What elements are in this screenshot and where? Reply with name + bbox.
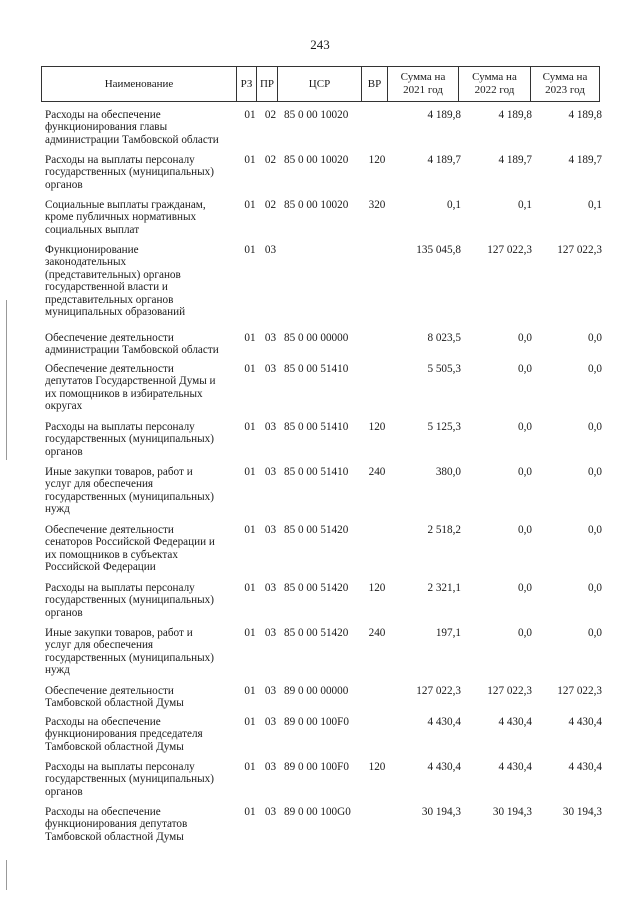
row-sum-2021: 4 430,4 [427, 761, 461, 773]
row-pr: 03 [264, 421, 277, 433]
row-csr: 85 0 00 00000 [284, 332, 349, 344]
row-sum-2022: 127 022,3 [487, 244, 532, 256]
margin-mark [6, 300, 7, 460]
row-name-line: Расходы на обеспечение [45, 716, 161, 728]
row-name-line: их помощников в избирательных [45, 387, 203, 400]
row-sum-2023: 4 430,4 [568, 716, 602, 728]
row-name-line: государственных (муниципальных) [45, 773, 214, 786]
row-name-line: кроме публичных нормативных [45, 211, 197, 224]
header-pr: ПР [257, 67, 278, 102]
row-name [45, 466, 241, 516]
row-sum-2023: 4 189,8 [568, 109, 602, 121]
row-name-line: Российской Федерации [45, 561, 156, 574]
row-name-line: администрации Тамбовской области [45, 344, 219, 357]
row-sum-2021: 8 023,5 [427, 332, 461, 344]
row-vr: 240 [368, 466, 386, 478]
row-rz: 01 [244, 466, 256, 478]
row-pr: 03 [264, 332, 277, 344]
row-name-line: государственной власти и [45, 281, 168, 294]
row-name-line: представительных органов [45, 293, 174, 306]
row-name-line: Обеспечение деятельности [45, 332, 174, 344]
row-sum-2021: 0,1 [447, 199, 461, 211]
row-name-line: их помощников в субъектах [45, 548, 178, 561]
row-name [45, 627, 241, 677]
row-rz: 01 [244, 109, 256, 121]
row-name [45, 244, 241, 318]
row-pr: 02 [264, 199, 277, 211]
row-name-line: функционирования депутатов [45, 818, 188, 831]
row-csr: 85 0 00 10020 [284, 199, 349, 211]
header-sum-2023-line: 2023 год [545, 84, 585, 96]
row-rz: 01 [244, 332, 256, 344]
row-name-line: Расходы на выплаты персоналу [45, 761, 195, 773]
row-name-line: законодательных [45, 256, 127, 269]
row-name-line: социальных выплат [45, 223, 140, 236]
row-name-line: Расходы на обеспечение [45, 109, 161, 121]
row-sum-2022: 4 189,8 [498, 109, 532, 121]
row-name-line: нужд [45, 664, 70, 677]
row-name [45, 154, 241, 191]
row-csr: 85 0 00 51410 [284, 466, 349, 478]
header-sum-2022-line: 2022 год [474, 84, 515, 96]
row-name [45, 332, 241, 357]
header-name: Наименование [42, 67, 237, 102]
row-name-line: органов [45, 445, 83, 458]
row-sum-2023: 127 022,3 [557, 244, 602, 256]
row-pr: 03 [264, 627, 277, 639]
margin-mark [6, 860, 7, 890]
row-sum-2021: 197,1 [435, 627, 461, 639]
row-pr: 03 [264, 466, 277, 478]
row-rz: 01 [244, 806, 256, 818]
row-name-line: Обеспечение деятельности [45, 524, 174, 536]
row-pr: 03 [264, 582, 277, 594]
row-name [45, 421, 241, 458]
row-csr: 85 0 00 51420 [284, 627, 349, 639]
row-sum-2021: 2 321,1 [427, 582, 461, 594]
row-name-line: администрации Тамбовской области [45, 133, 219, 146]
page-number: 243 [310, 37, 330, 52]
row-sum-2022: 4 189,7 [498, 154, 532, 166]
row-rz: 01 [244, 685, 256, 697]
row-sum-2023: 0,0 [588, 627, 602, 639]
row-sum-2023: 0,0 [588, 332, 602, 344]
row-sum-2023: 30 194,3 [562, 806, 602, 818]
row-sum-2022: 0,0 [518, 582, 532, 594]
row-sum-2022: 0,0 [518, 524, 532, 536]
row-csr: 85 0 00 51420 [284, 582, 349, 594]
row-name-line: Тамбовской областной Думы [45, 697, 184, 710]
row-csr: 89 0 00 100F0 [284, 761, 349, 773]
row-sum-2021: 2 518,2 [427, 524, 461, 536]
header-vr: ВР [362, 67, 388, 102]
row-sum-2021: 5 505,3 [427, 363, 461, 375]
row-name-line: Тамбовской областной Думы [45, 830, 184, 843]
row-name-line: услуг для обеспечения [45, 478, 154, 491]
row-vr: 120 [368, 582, 386, 594]
row-sum-2023: 4 189,7 [568, 154, 602, 166]
row-csr: 85 0 00 51420 [284, 524, 349, 536]
row-sum-2023: 4 430,4 [568, 761, 602, 773]
row-pr: 03 [264, 716, 277, 728]
row-name-line: услуг для обеспечения [45, 639, 154, 652]
row-sum-2021: 30 194,3 [421, 806, 461, 818]
row-sum-2023: 127 022,3 [557, 685, 602, 697]
row-name-line: Иные закупки товаров, работ и [45, 466, 193, 478]
row-name [45, 109, 241, 146]
row-vr: 120 [368, 154, 386, 166]
row-sum-2023: 0,1 [588, 199, 602, 211]
row-pr: 03 [264, 685, 277, 697]
row-vr: 240 [368, 627, 386, 639]
row-name [45, 716, 241, 753]
row-sum-2022: 30 194,3 [492, 806, 532, 818]
row-rz: 01 [244, 363, 256, 375]
row-name [45, 363, 241, 413]
row-name [45, 761, 241, 798]
row-rz: 01 [244, 421, 256, 433]
row-sum-2022: 4 430,4 [498, 716, 532, 728]
row-name-line: Функционирование [45, 244, 139, 256]
row-name-line: (представительных) органов [45, 268, 181, 281]
row-vr: 320 [368, 199, 386, 211]
row-name-line: Обеспечение деятельности [45, 363, 174, 375]
row-pr: 03 [264, 244, 277, 256]
row-sum-2023: 0,0 [588, 466, 602, 478]
row-csr: 89 0 00 100F0 [284, 716, 349, 728]
row-name-line: государственных (муниципальных) [45, 166, 214, 179]
row-csr: 85 0 00 10020 [284, 154, 349, 166]
row-name-line: сенаторов Российской Федерации и [45, 536, 215, 549]
row-pr: 03 [264, 761, 277, 773]
row-sum-2021: 4 430,4 [427, 716, 461, 728]
row-rz: 01 [244, 716, 256, 728]
row-sum-2022: 4 430,4 [498, 761, 532, 773]
row-sum-2022: 0,0 [518, 421, 532, 433]
row-name-line: Расходы на выплаты персоналу [45, 582, 195, 594]
row-name [45, 806, 241, 843]
header-sum-2021-line: 2021 год [403, 84, 443, 96]
row-csr: 85 0 00 51410 [284, 421, 349, 433]
row-name-line: Расходы на выплаты персоналу [45, 154, 195, 166]
table-header [41, 66, 600, 102]
row-name [45, 199, 241, 236]
row-name-line: Тамбовской областной Думы [45, 740, 184, 753]
row-sum-2022: 0,0 [518, 332, 532, 344]
row-name-line: округах [45, 400, 83, 413]
row-name-line: органов [45, 606, 83, 619]
row-sum-2023: 0,0 [588, 421, 602, 433]
row-name [45, 524, 241, 574]
row-sum-2022: 0,0 [518, 466, 532, 478]
header-sum-2022 [459, 67, 531, 102]
row-sum-2022: 0,0 [518, 627, 532, 639]
row-name [45, 685, 241, 710]
row-name-line: государственных (муниципальных) [45, 594, 214, 607]
row-name-line: государственных (муниципальных) [45, 490, 214, 503]
row-vr: 120 [368, 421, 386, 433]
header-rz: РЗ [237, 67, 257, 102]
row-name-line: муниципальных образований [45, 306, 186, 319]
row-rz: 01 [244, 154, 256, 166]
row-name-line: Расходы на обеспечение [45, 806, 161, 818]
row-name [45, 582, 241, 619]
row-vr: 120 [368, 761, 386, 773]
header-csr: ЦСР [278, 67, 362, 102]
header-sum-2023 [531, 67, 600, 102]
row-rz: 01 [244, 627, 256, 639]
row-rz: 01 [244, 524, 256, 536]
header-sum-2021 [388, 67, 459, 102]
row-name-line: органов [45, 178, 83, 191]
row-name-line: Расходы на выплаты персоналу [45, 421, 195, 433]
row-rz: 01 [244, 199, 256, 211]
row-name-line: государственных (муниципальных) [45, 651, 214, 664]
row-name-line: государственных (муниципальных) [45, 433, 214, 446]
row-sum-2021: 4 189,7 [427, 154, 461, 166]
row-csr: 85 0 00 51410 [284, 363, 349, 375]
row-rz: 01 [244, 582, 256, 594]
row-pr: 03 [264, 363, 277, 375]
header-sum-2023-line: Сумма на [542, 71, 588, 83]
row-name-line: Иные закупки товаров, работ и [45, 627, 193, 639]
row-name-line: Обеспечение деятельности [45, 685, 174, 697]
row-name-line: депутатов Государственной Думы и [45, 375, 216, 388]
row-pr: 02 [264, 109, 277, 121]
row-pr: 02 [264, 154, 277, 166]
row-sum-2022: 0,0 [518, 363, 532, 375]
row-name-line: нужд [45, 503, 70, 516]
row-sum-2021: 380,0 [435, 466, 461, 478]
header-sum-2021-line: Сумма на [400, 71, 446, 83]
row-sum-2021: 4 189,8 [427, 109, 461, 121]
row-name-line: органов [45, 785, 83, 798]
row-rz: 01 [244, 244, 256, 256]
row-name-line: функционирования председателя [45, 728, 203, 741]
row-csr: 89 0 00 00000 [284, 685, 349, 697]
row-csr: 85 0 00 10020 [284, 109, 349, 121]
row-name-line: функционирования главы [45, 121, 168, 134]
row-sum-2023: 0,0 [588, 363, 602, 375]
header-sum-2022-line: Сумма на [472, 71, 517, 83]
row-sum-2023: 0,0 [588, 524, 602, 536]
row-sum-2022: 127 022,3 [487, 685, 532, 697]
row-sum-2022: 0,1 [518, 199, 532, 211]
row-sum-2023: 0,0 [588, 582, 602, 594]
row-name-line: Социальные выплаты гражданам, [45, 199, 206, 211]
row-pr: 03 [264, 806, 277, 818]
row-sum-2021: 135 045,8 [416, 244, 461, 256]
row-pr: 03 [264, 524, 277, 536]
row-rz: 01 [244, 761, 256, 773]
row-sum-2021: 5 125,3 [427, 421, 461, 433]
row-sum-2021: 127 022,3 [416, 685, 461, 697]
row-csr: 89 0 00 100G0 [284, 806, 351, 818]
